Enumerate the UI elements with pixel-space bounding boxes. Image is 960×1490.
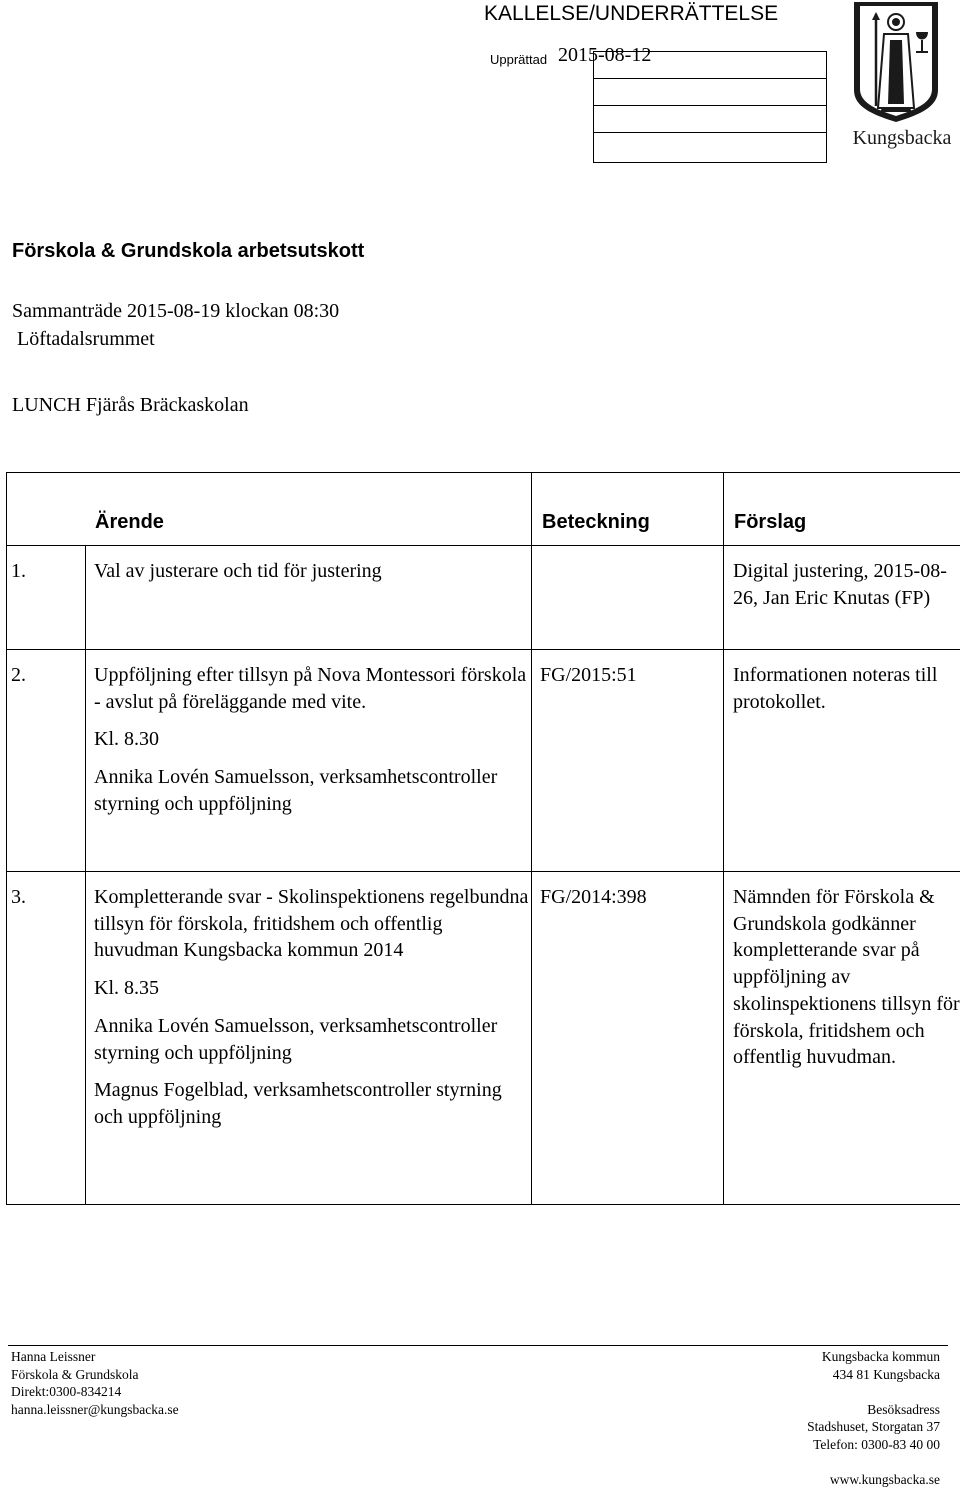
- item-title: Uppföljning efter tillsyn på Nova Montessori förskola - avslut på föreläggande med vite.: [94, 664, 527, 713]
- item-title-cell: [86, 650, 532, 872]
- reference-box-row: [594, 133, 826, 160]
- reference-box-row: [594, 106, 826, 133]
- postal-address: 434 81 Kungsbacka: [832, 1366, 940, 1382]
- reference-box-row: [594, 52, 826, 79]
- item-reference: [532, 546, 724, 650]
- item-number: 1.: [7, 546, 86, 650]
- footer-spacer: [807, 1383, 940, 1401]
- item-reference: FG/2015:51: [532, 650, 724, 872]
- item-time: Kl. 8.35: [94, 977, 159, 1000]
- footer-spacer: [807, 1454, 940, 1472]
- reference-box-row: [594, 79, 826, 106]
- item-time: Kl. 8.30: [94, 728, 159, 751]
- agenda-row: [7, 546, 960, 650]
- website-link[interactable]: www.kungsbacka.se: [829, 1472, 940, 1488]
- meeting-room: Löftadalsrummet: [17, 328, 155, 350]
- footer-address: [807, 1348, 940, 1489]
- contact-department: Förskola & Grundskola: [11, 1366, 139, 1382]
- created-date: 2015-08-12: [558, 44, 652, 66]
- item-title-cell: [86, 872, 532, 1205]
- org-phone: Telefon: 0300-83 40 00: [813, 1436, 940, 1452]
- agenda-table: [6, 472, 960, 1205]
- reference-box: [593, 51, 827, 163]
- created-label: Upprättad: [490, 52, 548, 67]
- visit-address: Stadshuset, Storgatan 37: [807, 1419, 940, 1435]
- item-title: Kompletterande svar - Skolinspektionens regelbundna tillsyn för förskola, fritidshem och offentlig huvudman Kungsbacka kommun 2014: [94, 886, 529, 962]
- agenda-row: [7, 872, 960, 1205]
- agenda-header-row: [7, 473, 960, 546]
- contact-email-link[interactable]: hanna.leissner@kungsbacka.se: [11, 1401, 179, 1417]
- document-type: KALLELSE/UNDERRÄTTELSE: [484, 2, 779, 25]
- meeting-datetime: Sammanträde 2015-08-19 klockan 08:30: [12, 300, 340, 322]
- footer-divider: [8, 1345, 948, 1346]
- item-number: 2.: [7, 650, 86, 872]
- item-presenter: Annika Lovén Samuelsson, verksamhetscontroller styrning och uppföljning: [94, 1014, 498, 1064]
- visit-address-label: Besöksadress: [867, 1401, 940, 1417]
- item-title: Val av justerare och tid för justering: [94, 560, 382, 582]
- item-number: 3.: [7, 872, 86, 1205]
- item-proposal: Nämnden för Förskola & Grundskola godkänner kompletterande svar på uppföljning av skolinspektionens tillsyn för förskola, fritidshem och offentlig huvudman.: [724, 872, 960, 1205]
- agenda-row: [7, 650, 960, 872]
- item-proposal: Informationen noteras till protokollet.: [724, 650, 960, 872]
- contact-name: Hanna Leissner: [11, 1349, 96, 1364]
- footer-contact: [11, 1348, 179, 1418]
- kungsbacka-logo: [846, 0, 960, 152]
- header-proposal: Förslag: [724, 473, 960, 546]
- item-proposal: Digital justering, 2015-08-26, Jan Eric Knutas (FP): [724, 546, 960, 650]
- item-presenter: Magnus Fogelblad, verksamhetscontroller styrning och uppföljning: [94, 1079, 502, 1128]
- contact-phone: Direkt:0300-834214: [11, 1384, 122, 1400]
- item-title-cell: [86, 546, 532, 650]
- committee-title: Förskola & Grundskola arbetsutskott: [12, 240, 365, 262]
- header-item: Ärende: [7, 473, 532, 546]
- item-reference: FG/2014:398: [532, 872, 724, 1205]
- header-reference: Beteckning: [532, 473, 724, 546]
- item-presenter: Annika Lovén Samuelsson, verksamhetscontroller styrning och uppföljning: [94, 766, 498, 815]
- logo-wordmark: Kungsbacka: [852, 127, 952, 149]
- org-name: Kungsbacka kommun: [821, 1349, 940, 1364]
- lunch-location: LUNCH Fjärås Bräckaskolan: [12, 394, 249, 416]
